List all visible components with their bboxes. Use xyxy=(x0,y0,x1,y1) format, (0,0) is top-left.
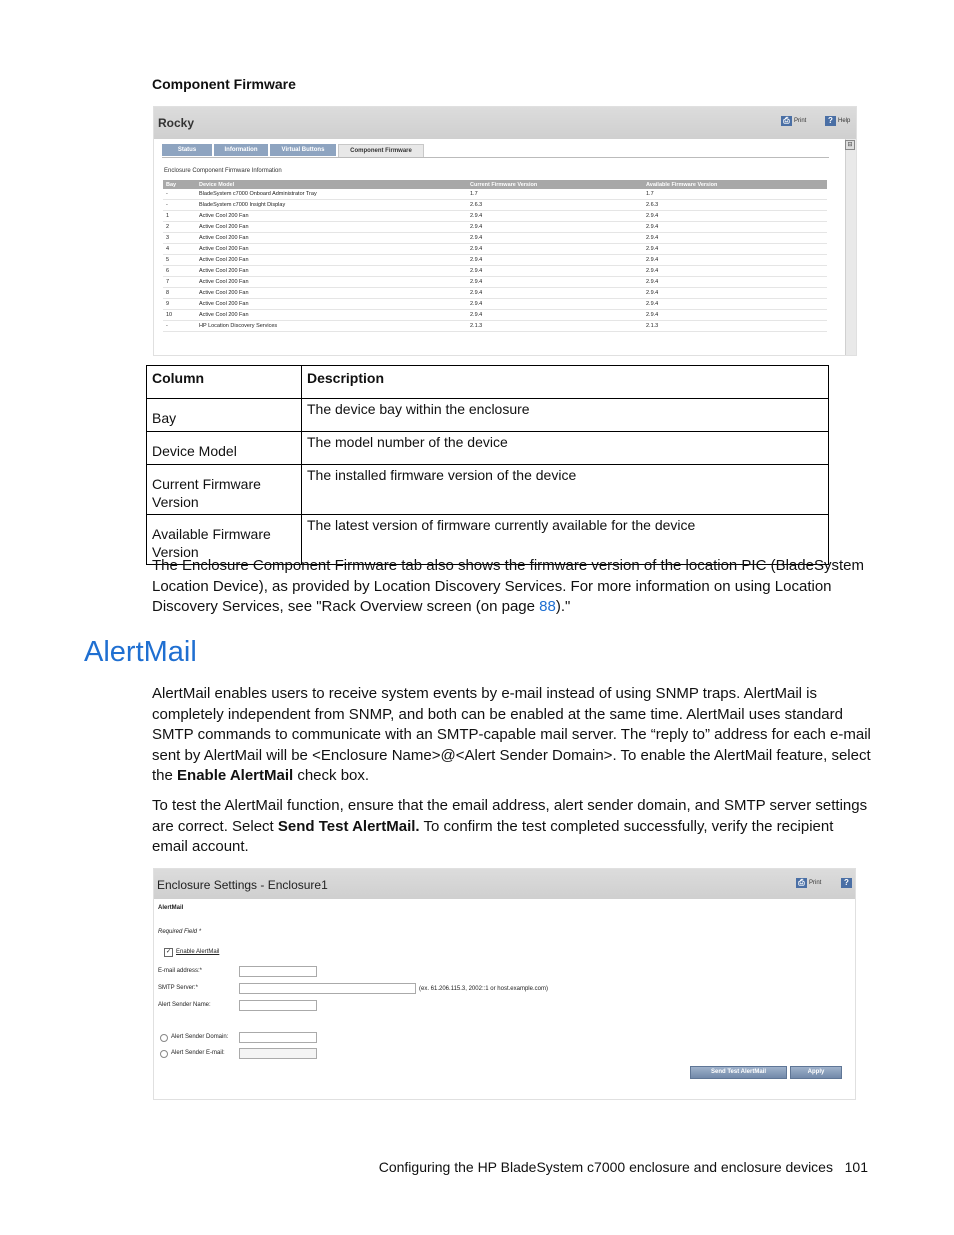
sender-email-label: Alert Sender E-mail: xyxy=(171,1050,225,1056)
smtp-hint: (ex. 61.206.115.3, 2002::1 or host.example.com) xyxy=(419,986,548,992)
alertmail-heading: AlertMail xyxy=(84,636,197,668)
help-tool[interactable] xyxy=(841,878,852,888)
section-heading: Component Firmware xyxy=(152,76,296,92)
firmware-available-cell: 1.7 xyxy=(643,189,827,200)
smtp-server-input[interactable] xyxy=(239,983,416,994)
para3-bold: Send Test AlertMail. xyxy=(277,817,420,835)
desc-column-description: The device bay within the enclosure xyxy=(302,399,829,432)
scroll-toggle-icon[interactable]: ⊟ xyxy=(845,140,855,150)
table-row xyxy=(163,189,827,200)
help-icon: ? xyxy=(825,116,836,126)
firmware-model-cell: Active Cool 200 Fan xyxy=(196,299,467,310)
firmware-available-cell: 2.9.4 xyxy=(643,277,827,288)
sender-name-input[interactable] xyxy=(239,1000,317,1011)
send-test-alertmail-button[interactable]: Send Test AlertMail xyxy=(690,1066,787,1079)
firmware-available-cell: 2.9.4 xyxy=(643,233,827,244)
firmware-bay-cell: 7 xyxy=(163,277,196,288)
firmware-available-cell: 2.9.4 xyxy=(643,244,827,255)
firmware-current-cell: 2.9.4 xyxy=(467,266,643,277)
column-description-table xyxy=(146,365,829,565)
desc-column-description: The installed firmware version of the device xyxy=(302,465,829,515)
apply-button[interactable]: Apply xyxy=(790,1066,842,1079)
table-row xyxy=(147,465,829,515)
screenshot-titlebar xyxy=(154,107,856,139)
enable-alertmail-label: Enable AlertMail xyxy=(176,949,220,955)
firmware-model-cell: Active Cool 200 Fan xyxy=(196,277,467,288)
firmware-current-cell: 2.9.4 xyxy=(467,222,643,233)
tab-divider xyxy=(162,157,829,158)
print-label: Print xyxy=(794,118,807,124)
firmware-bay-cell: - xyxy=(163,189,196,200)
para3-text-end: To confirm the test completed successfully, verify the recipient email account. xyxy=(152,817,834,855)
desc-header-column: Column xyxy=(147,366,302,399)
firmware-bay-cell: 5 xyxy=(163,255,196,266)
firmware-bay-cell: - xyxy=(163,200,196,211)
firmware-current-cell: 2.9.4 xyxy=(467,299,643,310)
column-header-bay: Bay xyxy=(163,180,196,189)
firmware-available-cell: 2.9.4 xyxy=(643,211,827,222)
firmware-model-cell: HP Location Discovery Services xyxy=(196,321,467,332)
table-row xyxy=(163,211,827,222)
table-row xyxy=(147,432,829,465)
scrollbar[interactable] xyxy=(845,139,856,355)
firmware-current-cell: 2.9.4 xyxy=(467,233,643,244)
table-row xyxy=(163,299,827,310)
component-firmware-screenshot xyxy=(153,106,857,356)
firmware-available-cell: 2.6.3 xyxy=(643,200,827,211)
firmware-bay-cell: 6 xyxy=(163,266,196,277)
settings-title: Enclosure Settings - Enclosure1 xyxy=(157,878,328,892)
para3-text: To test the AlertMail function, ensure that the email address, alert sender domain, and SMTP server settings are correct. Select xyxy=(152,797,868,835)
firmware-model-cell: Active Cool 200 Fan xyxy=(196,266,467,277)
help-tool[interactable] xyxy=(825,116,850,126)
desc-column-name: Bay xyxy=(147,399,302,432)
para2-text-end: check box. xyxy=(293,767,370,784)
firmware-current-cell: 2.9.4 xyxy=(467,244,643,255)
table-row xyxy=(163,255,827,266)
firmware-available-cell: 2.9.4 xyxy=(643,310,827,321)
firmware-bay-cell: 8 xyxy=(163,288,196,299)
para1-text: The Enclosure Component Firmware tab also shows the firmware version of the location PIC (BladeSystem Location Device), as provided by Location Discovery Services. For more information on using Location Discovery Services, see "Rack Overview screen (on page xyxy=(152,557,864,615)
firmware-available-cell: 2.9.4 xyxy=(643,222,827,233)
desc-column-description: The latest version of firmware currently available for the device xyxy=(302,515,829,565)
enable-alertmail-checkbox[interactable]: ✓ xyxy=(165,949,172,955)
print-label: Print xyxy=(809,880,822,886)
smtp-label: SMTP Server:* xyxy=(158,985,198,991)
printer-icon: ⎙ xyxy=(781,116,792,126)
para2-text: AlertMail enables users to receive system events by e-mail instead of using SNMP traps. AlertMail is completely independent from SNMP, and both can be enabled at the same time. AlertMail uses standard SMTP commands to communicate with an SMTP-capable mail server. The “reply to” address for each e-mail sent by AlertMail will be <Enclosure Name>@<Alert Sender Domain>. To enable the AlertMail feature, select the xyxy=(152,685,871,784)
firmware-caption: Enclosure Component Firmware Information xyxy=(164,168,282,174)
table-row xyxy=(147,399,829,432)
tab-bar xyxy=(162,144,424,157)
screenshot-titlebar xyxy=(154,869,855,899)
para2-bold: Enable AlertMail xyxy=(177,767,294,784)
table-row xyxy=(163,266,827,277)
tab-component-firmware[interactable]: Component Firmware xyxy=(338,144,424,157)
table-row xyxy=(163,310,827,321)
desc-column-name: Current Firmware Version xyxy=(147,465,302,515)
table-row xyxy=(163,277,827,288)
firmware-model-cell: Active Cool 200 Fan xyxy=(196,244,467,255)
firmware-model-cell: Active Cool 200 Fan xyxy=(196,288,467,299)
tab-status[interactable]: Status xyxy=(162,144,212,156)
firmware-model-cell: BladeSystem c7000 Insight Display xyxy=(196,200,467,211)
alertmail-intro-paragraph xyxy=(152,684,872,787)
firmware-current-cell: 2.9.4 xyxy=(467,288,643,299)
page-footer xyxy=(379,1159,868,1175)
table-row xyxy=(163,321,827,332)
firmware-model-cell: Active Cool 200 Fan xyxy=(196,310,467,321)
alertmail-test-paragraph xyxy=(152,796,872,858)
sender-domain-radio[interactable] xyxy=(160,1034,168,1042)
firmware-model-cell: Active Cool 200 Fan xyxy=(196,211,467,222)
location-pic-paragraph xyxy=(152,556,872,618)
desc-header-row xyxy=(147,366,829,399)
firmware-model-cell: Active Cool 200 Fan xyxy=(196,222,467,233)
firmware-model-cell: Active Cool 200 Fan xyxy=(196,255,467,266)
firmware-bay-cell: 9 xyxy=(163,299,196,310)
printer-icon: ⎙ xyxy=(796,878,807,888)
desc-column-name: Available Firmware Version xyxy=(147,515,302,565)
table-row xyxy=(163,200,827,211)
firmware-available-cell: 2.9.4 xyxy=(643,255,827,266)
alertmail-section-label: AlertMail xyxy=(158,905,184,911)
table-row xyxy=(163,244,827,255)
table-row xyxy=(163,288,827,299)
firmware-current-cell: 2.9.4 xyxy=(467,310,643,321)
firmware-current-cell: 2.9.4 xyxy=(467,277,643,288)
firmware-bay-cell: - xyxy=(163,321,196,332)
firmware-header-row xyxy=(163,180,827,189)
page-number: 101 xyxy=(844,1159,868,1175)
firmware-current-cell: 1.7 xyxy=(467,189,643,200)
help-icon: ? xyxy=(841,878,852,888)
print-tool[interactable] xyxy=(796,878,821,888)
firmware-available-cell: 2.9.4 xyxy=(643,266,827,277)
sender-email-radio[interactable] xyxy=(160,1050,168,1058)
firmware-current-cell: 2.9.4 xyxy=(467,255,643,266)
sender-domain-input[interactable] xyxy=(239,1032,317,1043)
firmware-bay-cell: 4 xyxy=(163,244,196,255)
sender-domain-label: Alert Sender Domain: xyxy=(171,1034,229,1040)
column-header-current-version: Current Firmware Version xyxy=(467,180,643,189)
desc-column-name: Device Model xyxy=(147,432,302,465)
firmware-current-cell: 2.6.3 xyxy=(467,200,643,211)
email-label: E-mail address:* xyxy=(158,968,203,974)
firmware-available-cell: 2.1.3 xyxy=(643,321,827,332)
firmware-current-cell: 2.9.4 xyxy=(467,211,643,222)
footer-text: Configuring the HP BladeSystem c7000 enclosure and enclosure devices xyxy=(378,1159,833,1175)
firmware-bay-cell: 3 xyxy=(163,233,196,244)
firmware-available-cell: 2.9.4 xyxy=(643,288,827,299)
email-input[interactable] xyxy=(239,966,317,977)
enclosure-title: Rocky xyxy=(158,116,195,130)
firmware-table xyxy=(163,180,827,332)
table-row xyxy=(163,233,827,244)
desc-column-description: The model number of the device xyxy=(302,432,829,465)
sender-name-label: Alert Sender Name: xyxy=(158,1002,211,1008)
page-link[interactable]: 88 xyxy=(539,598,556,615)
para1-text-end: )." xyxy=(555,598,571,615)
required-field-note: Required Field * xyxy=(158,929,202,935)
sender-email-input[interactable] xyxy=(239,1048,317,1059)
firmware-bay-cell: 1 xyxy=(163,211,196,222)
desc-header-description: Description xyxy=(302,366,829,399)
alertmail-settings-screenshot xyxy=(153,868,856,1100)
column-header-device-model: Device Model xyxy=(196,180,467,189)
tab-information[interactable]: Information xyxy=(214,144,268,156)
firmware-current-cell: 2.1.3 xyxy=(467,321,643,332)
table-row xyxy=(163,222,827,233)
help-label: Help xyxy=(838,118,851,124)
firmware-model-cell: BladeSystem c7000 Onboard Administrator Tray xyxy=(196,189,467,200)
firmware-model-cell: Active Cool 200 Fan xyxy=(196,233,467,244)
firmware-bay-cell: 2 xyxy=(163,222,196,233)
firmware-available-cell: 2.9.4 xyxy=(643,299,827,310)
print-tool[interactable] xyxy=(781,116,806,126)
tab-virtual-buttons[interactable]: Virtual Buttons xyxy=(270,144,336,156)
firmware-bay-cell: 10 xyxy=(163,310,196,321)
column-header-available-version: Available Firmware Version xyxy=(643,180,827,189)
